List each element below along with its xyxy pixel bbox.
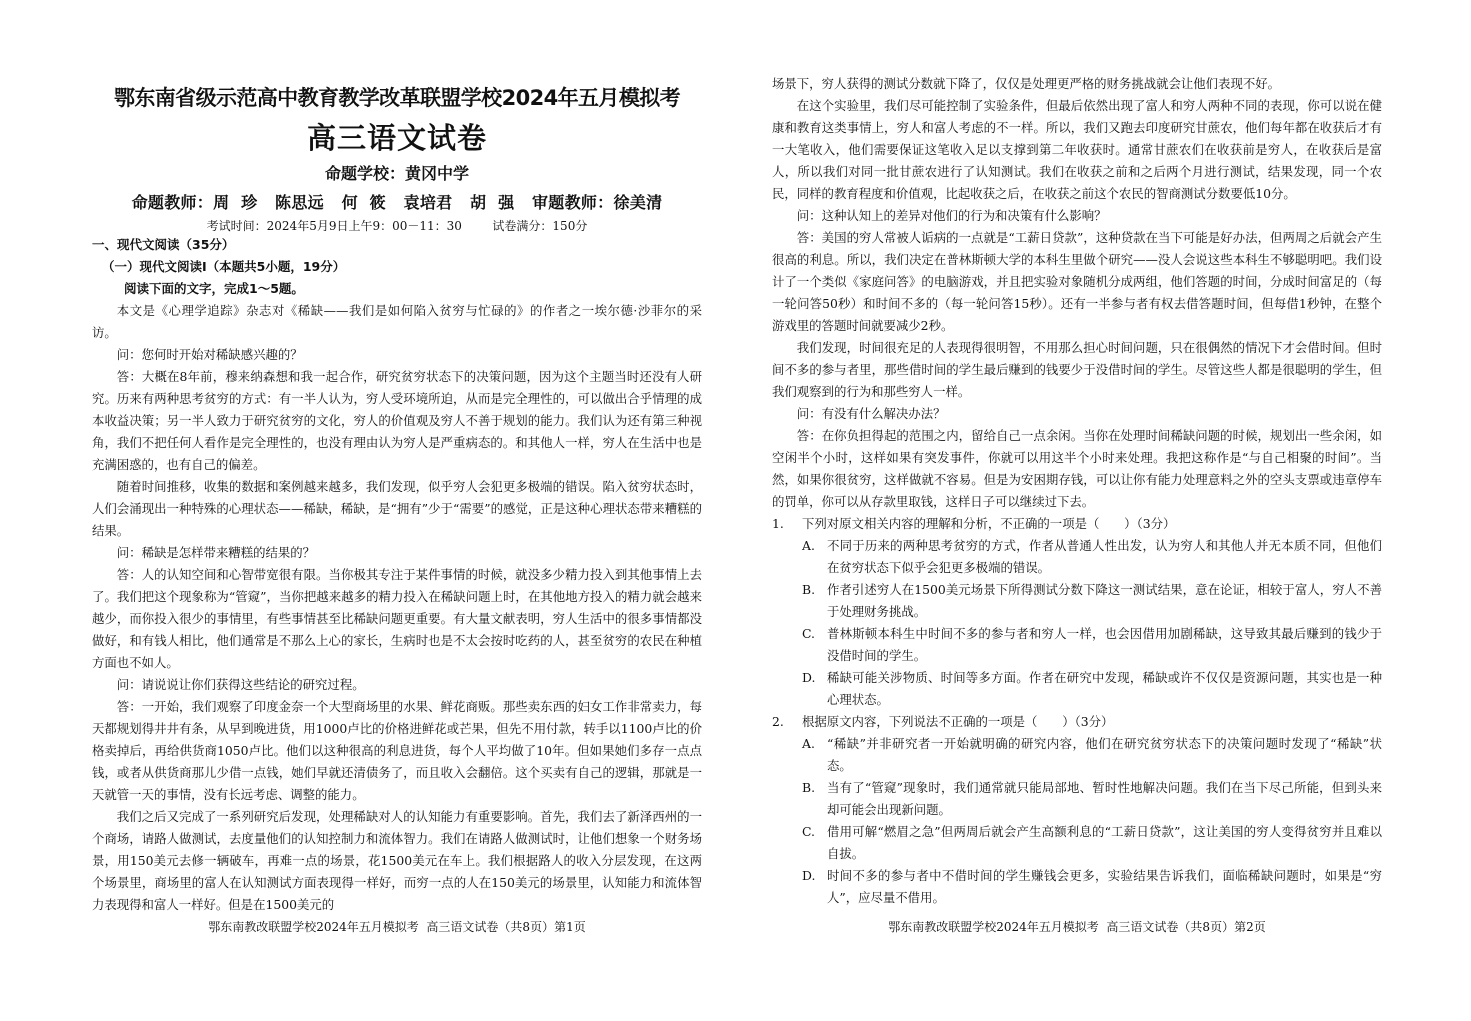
option-text: 借用可解“燃眉之急”但两周后就会产生高额利息的“工薪日贷款”，这让美国的穷人变得贫穷并且难以自拔。 (827, 824, 1382, 861)
passage-paragraph: 问：有没有什么解决办法？ (796, 406, 946, 421)
page-footer: 鄂东南教改联盟学校2024年五月模拟考 高三语文试卷（共8页）第2页 (888, 920, 1266, 934)
question-2 (772, 711, 1382, 909)
option-letter: A. (802, 538, 815, 553)
page-footer: 鄂东南教改联盟学校2024年五月模拟考 高三语文试卷（共8页）第1页 (208, 920, 586, 934)
option-d[interactable] (772, 667, 1382, 711)
page-1 (92, 0, 702, 1021)
exam-info: 考试时间：2024年5月9日上午9：00－11：30 试卷满分：150分 (206, 219, 588, 233)
option-text: 作者引述穷人在1500美元场景下所得测试分数下降这一测试结果，意在论证，相较于富人，穷人不善于处理财务挑战。 (827, 582, 1382, 619)
question-text: 根据原文内容，下列说法不正确的一项是（ ）（3分） (802, 714, 1114, 729)
option-letter: D. (802, 670, 816, 685)
passage-paragraph: 问：您何时开始对稀缺感兴趣的？ (116, 347, 303, 362)
question-text: 下列对原文相关内容的理解和分析，不正确的一项是（ ）（3分） (802, 516, 1176, 531)
question-number: 1. (772, 516, 784, 531)
question-stem (772, 711, 1382, 733)
passage-paragraph: 答：人的认知空间和心智带宽很有限。当你极其专注于某件事情的时候，就没多少精力投入到其他事情上去了。我们把这个现象称为“管窥”，当你把越来越多的精力投入在稀缺问题上时，在其他地方投入的精力就会越来越少，而你投入很少的事情里，有些事情甚至比稀缺问题更重要。有大量文献表明，穷人生活中的很多事情都没做好，和有钱人相比，他们通常是不那么上心的家长，生病时也是不太会按时吃药的人，甚至贫穷的农民在种植方面也不如人。 (92, 567, 702, 670)
passage-paragraph: 问：稀缺是怎样带来糟糕的结果的？ (116, 545, 316, 560)
section-heading: 一、现代文阅读（35分） (92, 237, 235, 252)
reading-instruction: 阅读下面的文字，完成1～5题。 (124, 281, 304, 296)
passage-paragraph: 问：请说说让你们获得这些结论的研究过程。 (116, 677, 365, 692)
option-text: 时间不多的参与者中不借时间的学生赚钱会更多，实验结果告诉我们，面临稀缺问题时，如果是“穷人”，应尽量不借用。 (827, 868, 1382, 905)
option-b[interactable] (772, 579, 1382, 623)
question-list (772, 513, 1382, 909)
passage-paragraph: 在这个实验里，我们尽可能控制了实验条件，但最后依然出现了富人和穷人两种不同的表现，你可以说在健康和教育这类事情上，穷人和富人考虑的不一样。所以，我们又跑去印度研究甘蔗农，他们每年都在收获后才有一大笔收入，他们需要保证这笔收入足以支撑到第二年收获时。通常甘蔗农们在收获前是穷人，在收获后是富人，所以我们对同一批甘蔗农进行了认知测试。我们在收获之前和之后两个月进行测试，结果发现，同一个农民，同样的教育程度和价值观，比起收获之后，在收获之前这个农民的智商测试分数要低10分。 (772, 98, 1382, 201)
passage-paragraph: 答：一开始，我们观察了印度金奈一个大型商场里的水果、鲜花商贩。那些卖东西的妇女工作非常卖力，每天都规划得井井有条，从早到晚进货，用1000卢比的价格进鲜花或芒果，但先不用付款，转手以1100卢比的价格卖掉后，再给供货商1050卢比。他们以这种很高的利息进货，每个人平均做了10年。但如果她们多存一点点钱，或者从供货商那儿少借一点钱，她们早就还清债务了，而且收入会翻倍。这个买卖有自己的逻辑，那就是一天就管一天的事情，没有长远考虑、调整的能力。 (92, 699, 702, 802)
page-2 (772, 0, 1382, 1021)
subsection-heading: （一）现代文阅读Ⅰ（本题共5小题，19分） (102, 259, 346, 274)
option-letter: D. (802, 868, 816, 883)
option-text: 稀缺可能关涉物质、时间等多方面。作者在研究中发现，稀缺或许不仅仅是资源问题，其实也是一种心理状态。 (827, 670, 1382, 707)
exam-title: 高三语文试卷 (306, 121, 487, 155)
question-1 (772, 513, 1382, 711)
option-d[interactable] (772, 865, 1382, 909)
passage-paragraph: 答：美国的穷人常被人诟病的一点就是“工薪日贷款”，这种贷款在当下可能是好办法，但两周之后就会产生很高的利息。所以，我们决定在普林斯顿大学的本科生里做个研究——没人会说这些本科生不够聪明吧。我们设计了一个类似《家庭问答》的电脑游戏，并且把实验对象随机分成两组，他们答题的时间，分成时间富足的（每一轮问答50秒）和时间不多的（每一轮问答15秒）。还有一半参与者有权去借答题时间，但每借1秒钟，在整个游戏里的答题时间就要减少2秒。 (772, 230, 1382, 333)
option-letter: B. (802, 780, 816, 795)
option-text: 不同于历来的两种思考贫穷的方式，作者从普通人性出发，认为穷人和其他人并无本质不同，但他们在贫穷状态下似乎会犯更多极端的错误。 (827, 538, 1382, 575)
passage-paragraph: 我们之后又完成了一系列研究后发现，处理稀缺对人的认知能力有重要影响。首先，我们去了新泽西州的一个商场，请路人做测试，去度量他们的认知控制力和流体智力。我们在请路人做测试时，让他们想象一个财务场景，用150美元去修一辆破车，再难一点的场景，花1500美元在车上。我们根据路人的收入分层发现，在这两个场景里，商场里的富人在认知测试方面表现得一样好，而穷一点的人在150美元的场景里，认知能力和流体智力表现得和富人一样好。但是在1500美元的 (92, 809, 702, 912)
passage-page2 (772, 73, 1382, 513)
passage-paragraph: 答：在你负担得起的范围之内，留给自己一点余闲。当你在处理时间稀缺问题的时候，规划出一些余闲，如空闲半个小时，这样如果有突发事件，你就可以用这半个小时来处理。我把这称作是“与自己相聚的时间”。当然，如果你很贫穷，这样做就不容易。但是为安困期存钱，可以让你有能力处理意料之外的空头支票或违章停车的罚单，你可以从存款里取钱，这样日子可以继续过下去。 (772, 428, 1382, 509)
passage-paragraph: 本文是《心理学追踪》杂志对《稀缺——我们是如何陷入贫穷与忙碌的》的作者之一埃尔德·沙菲尔的采访。 (92, 303, 702, 340)
passage-paragraph: 场景下，穷人获得的测试分数就下降了，仅仅是处理更严格的财务挑战就会让他们表现不好。 (772, 76, 1281, 91)
question-stem (772, 513, 1382, 535)
passage-paragraph: 问：这种认知上的差异对他们的行为和决策有什么影响？ (796, 208, 1107, 223)
passage-paragraph: 随着时间推移，收集的数据和案例越来越多，我们发现，似乎穷人会犯更多极端的错误。陷入贫穷状态时，人们会涌现出一种特殊的心理状态——稀缺，稀缺，是“拥有”少于“需要”的感觉，正是这种心理状态带来糟糕的结果。 (92, 479, 702, 538)
option-c[interactable] (772, 821, 1382, 865)
option-letter: C. (802, 626, 815, 641)
option-letter: C. (802, 824, 815, 839)
option-b[interactable] (772, 777, 1382, 821)
option-letter: A. (802, 736, 815, 751)
option-a[interactable] (772, 535, 1382, 579)
question-number: 2. (772, 714, 784, 729)
option-a[interactable] (772, 733, 1382, 777)
school-title: 鄂东南省级示范高中教育教学改革联盟学校2024年五月模拟考 (113, 86, 681, 110)
option-letter: B. (802, 582, 816, 597)
option-c[interactable] (772, 623, 1382, 667)
passage-paragraph: 我们发现，时间很充足的人表现得很明智，不用那么担心时间问题，只在很偶然的情况下才会借时间。但时间不多的参与者里，那些借时间的学生最后赚到的钱要少于没借时间的学生。尽管这些人都是很聪明的学生，但我们观察到的行为和那些穷人一样。 (772, 340, 1382, 399)
option-text: “稀缺”并非研究者一开始就明确的研究内容，他们在研究贫穷状态下的决策问题时发现了“稀缺”状态。 (827, 736, 1382, 773)
setter-school: 命题学校：黄冈中学 (324, 164, 469, 183)
passage-paragraph: 答：大概在8年前，穆来纳森想和我一起合作，研究贫穷状态下的决策问题，因为这个主题当时还没有人研究。历来有两种思考贫穷的方式：有一半人认为，穷人受环境所迫，从而是完全理性的，可以做出合乎情理的成本收益决策；另一半人致力于研究贫穷的文化，穷人的价值观及穷人不善于规划的能力。我们认为还有第三种视角，我们不把任何人看作是完全理性的，也没有理由认为穷人是严重病态的。和其他人一样，穷人在生活中也是充满困惑的，也有自己的偏差。 (92, 369, 702, 472)
option-text: 当有了“管窥”现象时，我们通常就只能局部地、暂时性地解决问题。我们在当下尽己所能，但到头来却可能会出现新问题。 (827, 780, 1382, 817)
option-text: 普林斯顿本科生中时间不多的参与者和穷人一样，也会因借用加剧稀缺，这导致其最后赚到的钱少于没借时间的学生。 (827, 626, 1382, 663)
passage-page1 (92, 300, 702, 916)
teachers-line: 命题教师：周 珍 陈思远 何 筱 袁培君 胡 强 审题教师：徐美清 (131, 193, 663, 212)
